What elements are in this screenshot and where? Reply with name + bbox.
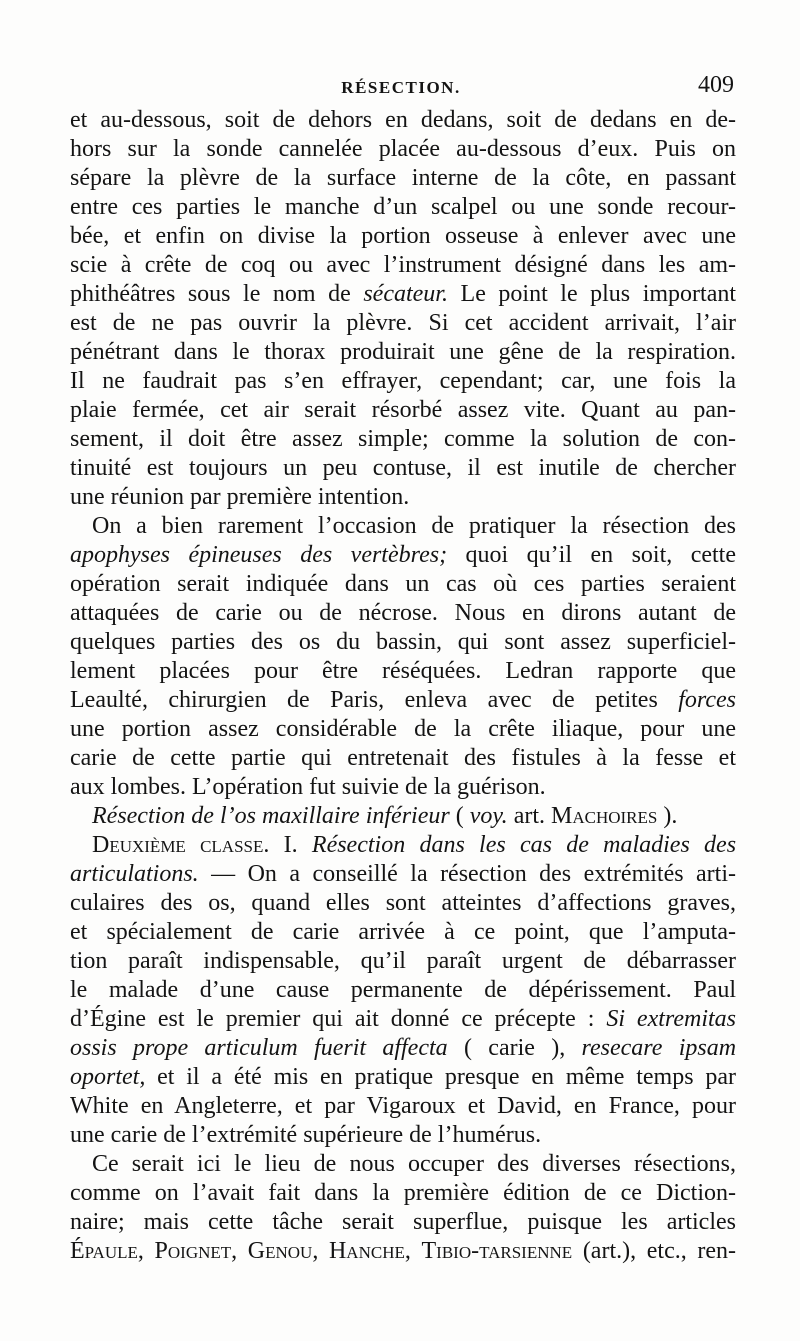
text-line-22: une portion assez considérable de la crête iliaque, pour une: [70, 716, 736, 742]
text-line-26: [70, 831, 736, 860]
text-line-2: hors sur la sonde cannelée placée au-dessous d’eux. Puis on: [70, 136, 736, 162]
italic-quote: resecare ipsam: [581, 1035, 737, 1061]
text-segment: ).: [663, 803, 678, 829]
text-line-40: [70, 1237, 736, 1266]
text-segment: Le point le plus important: [460, 281, 737, 307]
text-line-23: carie de cette partie qui entretenait des fistules à la fesse et: [70, 745, 736, 771]
small-caps-heading: Deuxième classe.: [92, 832, 270, 858]
text-segment: d’Égine est le premier qui ait donné ce précepte :: [70, 1006, 595, 1032]
text-line-20: lement placées pour être réséquées. Ledran rapporte que: [70, 658, 736, 684]
text-line-6: scie à crête de coq ou avec l’instrument désigné dans les am-: [70, 252, 736, 278]
small-caps-term: Hanche,: [328, 1238, 411, 1264]
text-segment: ( carie ),: [463, 1035, 566, 1061]
text-line-32: [70, 1005, 736, 1034]
text-line-28: culaires des os, quand elles sont atteintes d’affections graves,: [70, 890, 736, 916]
small-caps-term: Genou,: [247, 1238, 319, 1264]
text-segment: phithéâtres sous le nom de: [70, 281, 351, 307]
text-line-25: [70, 802, 736, 831]
text-line-27: [70, 860, 736, 889]
text-segment: I.: [283, 832, 298, 858]
text-line-5: bée, et enfin on divise la portion osseuse à enlever avec une: [70, 223, 736, 249]
text-segment: Leaulté, chirurgien de Paris, enleva avec de petites: [70, 687, 658, 713]
text-line-38: comme on l’avait fait dans la première édition de ce Diction-: [70, 1180, 736, 1206]
small-caps-term: Machoires: [551, 803, 658, 829]
page-header: [68, 70, 734, 104]
text-line-37: Ce serait ici le lieu de nous occuper des diverses résections,: [92, 1151, 736, 1177]
text-line-33: [70, 1034, 736, 1063]
italic-quote: ossis prope articulum fuerit affecta: [70, 1035, 448, 1061]
text-line-29: et spécialement de carie arrivée à ce point, que l’amputa-: [70, 919, 736, 945]
text-segment: et il a été mis en pratique presque en même temps par: [157, 1064, 736, 1090]
italic-heading: Résection de l’os maxillaire inférieur: [92, 803, 450, 829]
small-caps-term: Épaule,: [70, 1238, 144, 1264]
text-line-13: tinuité est toujours un peu contuse, il est inutile de chercher: [70, 455, 736, 481]
italic-term: apophyses épineuses des vertèbres;: [70, 542, 448, 568]
text-segment: art.: [513, 803, 545, 829]
text-line-24: aux lombes. L’opération fut suivie de la guérison.: [70, 774, 546, 800]
text-segment: — On a conseillé la résection des extrémités arti-: [211, 861, 737, 887]
text-line-34: [70, 1063, 736, 1092]
text-line-4: entre ces parties le manche d’un scalpel ou une sonde recour-: [70, 194, 736, 220]
text-line-19: quelques parties des os du bassin, qui sont assez superficiel-: [70, 629, 736, 655]
small-caps-term: Tibio-tarsienne: [421, 1238, 573, 1264]
italic-quote: oportet,: [70, 1064, 146, 1090]
text-line-3: sépare la plèvre de la surface interne de la côte, en passant: [70, 165, 736, 191]
text-line-17: opération serait indiquée dans un cas où ces parties seraient: [70, 571, 736, 597]
text-line-18: attaquées de carie ou de nécrose. Nous en dirons autant de: [70, 600, 736, 626]
text-line-36: une carie de l’extrémité supérieure de l’humérus.: [70, 1122, 542, 1148]
text-line-7: [70, 280, 736, 309]
text-line-16: [70, 541, 736, 570]
italic-term: forces: [678, 687, 737, 713]
italic-term: sécateur.: [363, 281, 448, 307]
text-line-21: [70, 686, 736, 715]
text-line-35: White en Angleterre, et par Vigaroux et David, en France, pour: [70, 1093, 736, 1119]
text-line-15: On a bien rarement l’occasion de pratiquer la résection des: [92, 513, 736, 539]
text-line-31: le malade d’une cause permanente de dépérissement. Paul: [70, 977, 736, 1003]
running-head: RÉSECTION.: [341, 78, 461, 97]
text-line-11: plaie fermée, cet air serait résorbé assez vite. Quant au pan-: [70, 397, 736, 423]
text-line-30: tion paraît indispensable, qu’il paraît urgent de débarrasser: [70, 948, 736, 974]
text-line-1: et au-dessous, soit de dehors en dedans, soit de dedans en de-: [70, 107, 736, 133]
text-line-10: Il ne faudrait pas s’en effrayer, cependant; car, une fois la: [70, 368, 736, 394]
text-line-39: naire; mais cette tâche serait superflue, puisque les articles: [70, 1209, 736, 1235]
italic-heading: Résection dans les cas de maladies des: [311, 832, 737, 858]
text-line-9: pénétrant dans le thorax produirait une gêne de la respiration.: [70, 339, 736, 365]
text-segment: (art.), etc., ren-: [582, 1238, 736, 1264]
italic-term: voy.: [469, 803, 508, 829]
body-text: [70, 106, 736, 1266]
text-segment: (: [455, 803, 464, 829]
text-segment: quoi qu’il en soit, cette: [465, 542, 736, 568]
small-caps-term: Poignet,: [154, 1238, 238, 1264]
italic-quote: Si extremitas: [606, 1006, 736, 1032]
text-line-8: est de ne pas ouvrir la plèvre. Si cet accident arrivait, l’air: [70, 310, 736, 336]
page-number: 409: [698, 72, 734, 98]
text-line-14: une réunion par première intention.: [70, 484, 410, 510]
text-line-12: sement, il doit être assez simple; comme la solution de con-: [70, 426, 736, 452]
italic-heading: articulations.: [70, 861, 199, 887]
